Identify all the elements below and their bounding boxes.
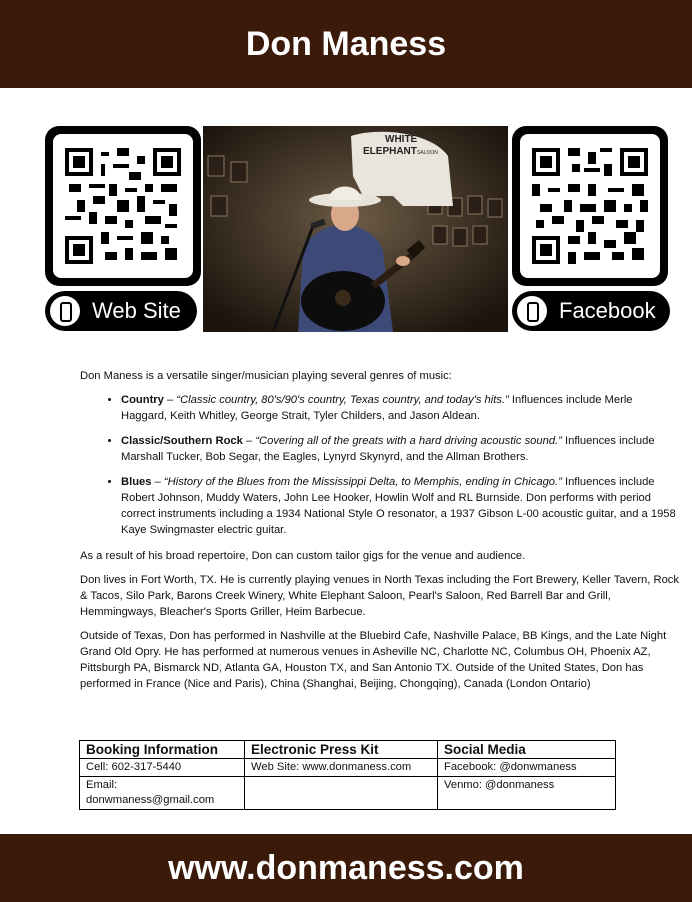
header-banner xyxy=(0,0,692,88)
website-qr-card[interactable] xyxy=(45,126,201,286)
booking-header: Booking Information xyxy=(80,741,245,759)
facebook-qr-code-icon xyxy=(532,148,648,264)
genre-item-rock: • Classic/Southern Rock – “Covering all of the greats with a hard driving acoustic sound.” Influences include Marshall Tucker, Bob Segar, the Eagles, Lynyrd Skynyrd, and the Allman Brothers. xyxy=(121,433,680,465)
table-row xyxy=(80,777,616,810)
texas-venues-paragraph: Don lives in Fort Worth, TX. He is currently playing venues in North Texas including the Fort Brewery, Keller Tavern, Rock & Tacos, Silo Park, Barons Creek Winery, White Elephant Saloon, Pearl's Saloon, Red Barrell Bar and Grill, Hemmingways, Bleacher's Sports Griller, Heim Barbecue. xyxy=(80,574,679,618)
website-link-button[interactable] xyxy=(45,291,197,331)
genre-item-blues: • Blues – “History of the Blues from the Mississippi Delta, to Memphis, ending in Chicago.” Influences include Robert Johnson, Muddy Waters, John Lee Hooker, Howlin Wolf and RL Burnside. Don performs with period correct instruments including a 1934 National Style O resonator, a 1937 Gibson L-00 acoustic guitar, and a 1958 Kaye Swingmaster electric guitar. xyxy=(121,474,680,538)
facebook-link-button[interactable] xyxy=(512,291,670,331)
bio-content xyxy=(80,368,680,700)
phone-icon xyxy=(50,296,80,326)
facebook-label: Facebook xyxy=(559,298,656,323)
cell-phone: Cell: 602-317-5440 xyxy=(80,759,245,777)
table-header-row xyxy=(80,741,616,759)
sign-text-3: SALOON xyxy=(417,150,438,156)
page-title: Don Maness xyxy=(245,24,447,63)
genre-list xyxy=(80,392,680,538)
table-row xyxy=(80,759,616,777)
intro-text: Don Maness is a versatile singer/musician playing several genres of music: xyxy=(80,370,452,382)
website-qr-code-icon xyxy=(65,148,181,264)
press-kit-header: Electronic Press Kit xyxy=(245,741,438,759)
repertoire-paragraph: As a result of his broad repertoire, Don can custom tailor gigs for the venue and audience. xyxy=(80,550,526,562)
performer-photo xyxy=(203,126,508,332)
outside-texas-paragraph: Outside of Texas, Don has performed in Nashville at the Bluebird Cafe, Nashville Palace, BB Kings, and the Late Night Grand Old Opry. He has performed at numerous venues in Asheville NC, Charlotte NC, Columbus OH, Phoenix AZ, Pittsburgh PA, Bismarck ND, Atlanta GA, Houston TX, and San Antonio TX. Outside of the United States, Don has performed in France (Nice and Paris), China (Shanghai, Beijing, Chongqing), Canada (London Ontario) xyxy=(80,630,667,690)
website-label: Web Site xyxy=(92,298,181,323)
website-cell[interactable]: Web Site: www.donmaness.com xyxy=(245,759,438,777)
email-cell[interactable]: Email: donwmaness@gmail.com xyxy=(80,777,245,810)
empty-cell xyxy=(245,777,438,810)
contact-table xyxy=(79,740,616,810)
phone-icon xyxy=(517,296,547,326)
facebook-cell[interactable]: Facebook: @donwmaness xyxy=(438,759,616,777)
footer-banner xyxy=(0,834,692,902)
genre-item-country: • Country – “Classic country, 80's/90's country, Texas country, and today's hits.” Influences include Merle Haggard, Keith Whitley, George Strait, Tyler Childers, and Jason Aldean. xyxy=(121,392,680,424)
social-header: Social Media xyxy=(438,741,616,759)
sign-text-1: WHITE xyxy=(385,134,418,145)
sign-text-2: ELEPHANT xyxy=(363,146,417,157)
footer-url[interactable]: www.donmaness.com xyxy=(168,848,524,887)
venmo-cell: Venmo: @donmaness xyxy=(438,777,616,810)
facebook-qr-card[interactable] xyxy=(512,126,668,286)
